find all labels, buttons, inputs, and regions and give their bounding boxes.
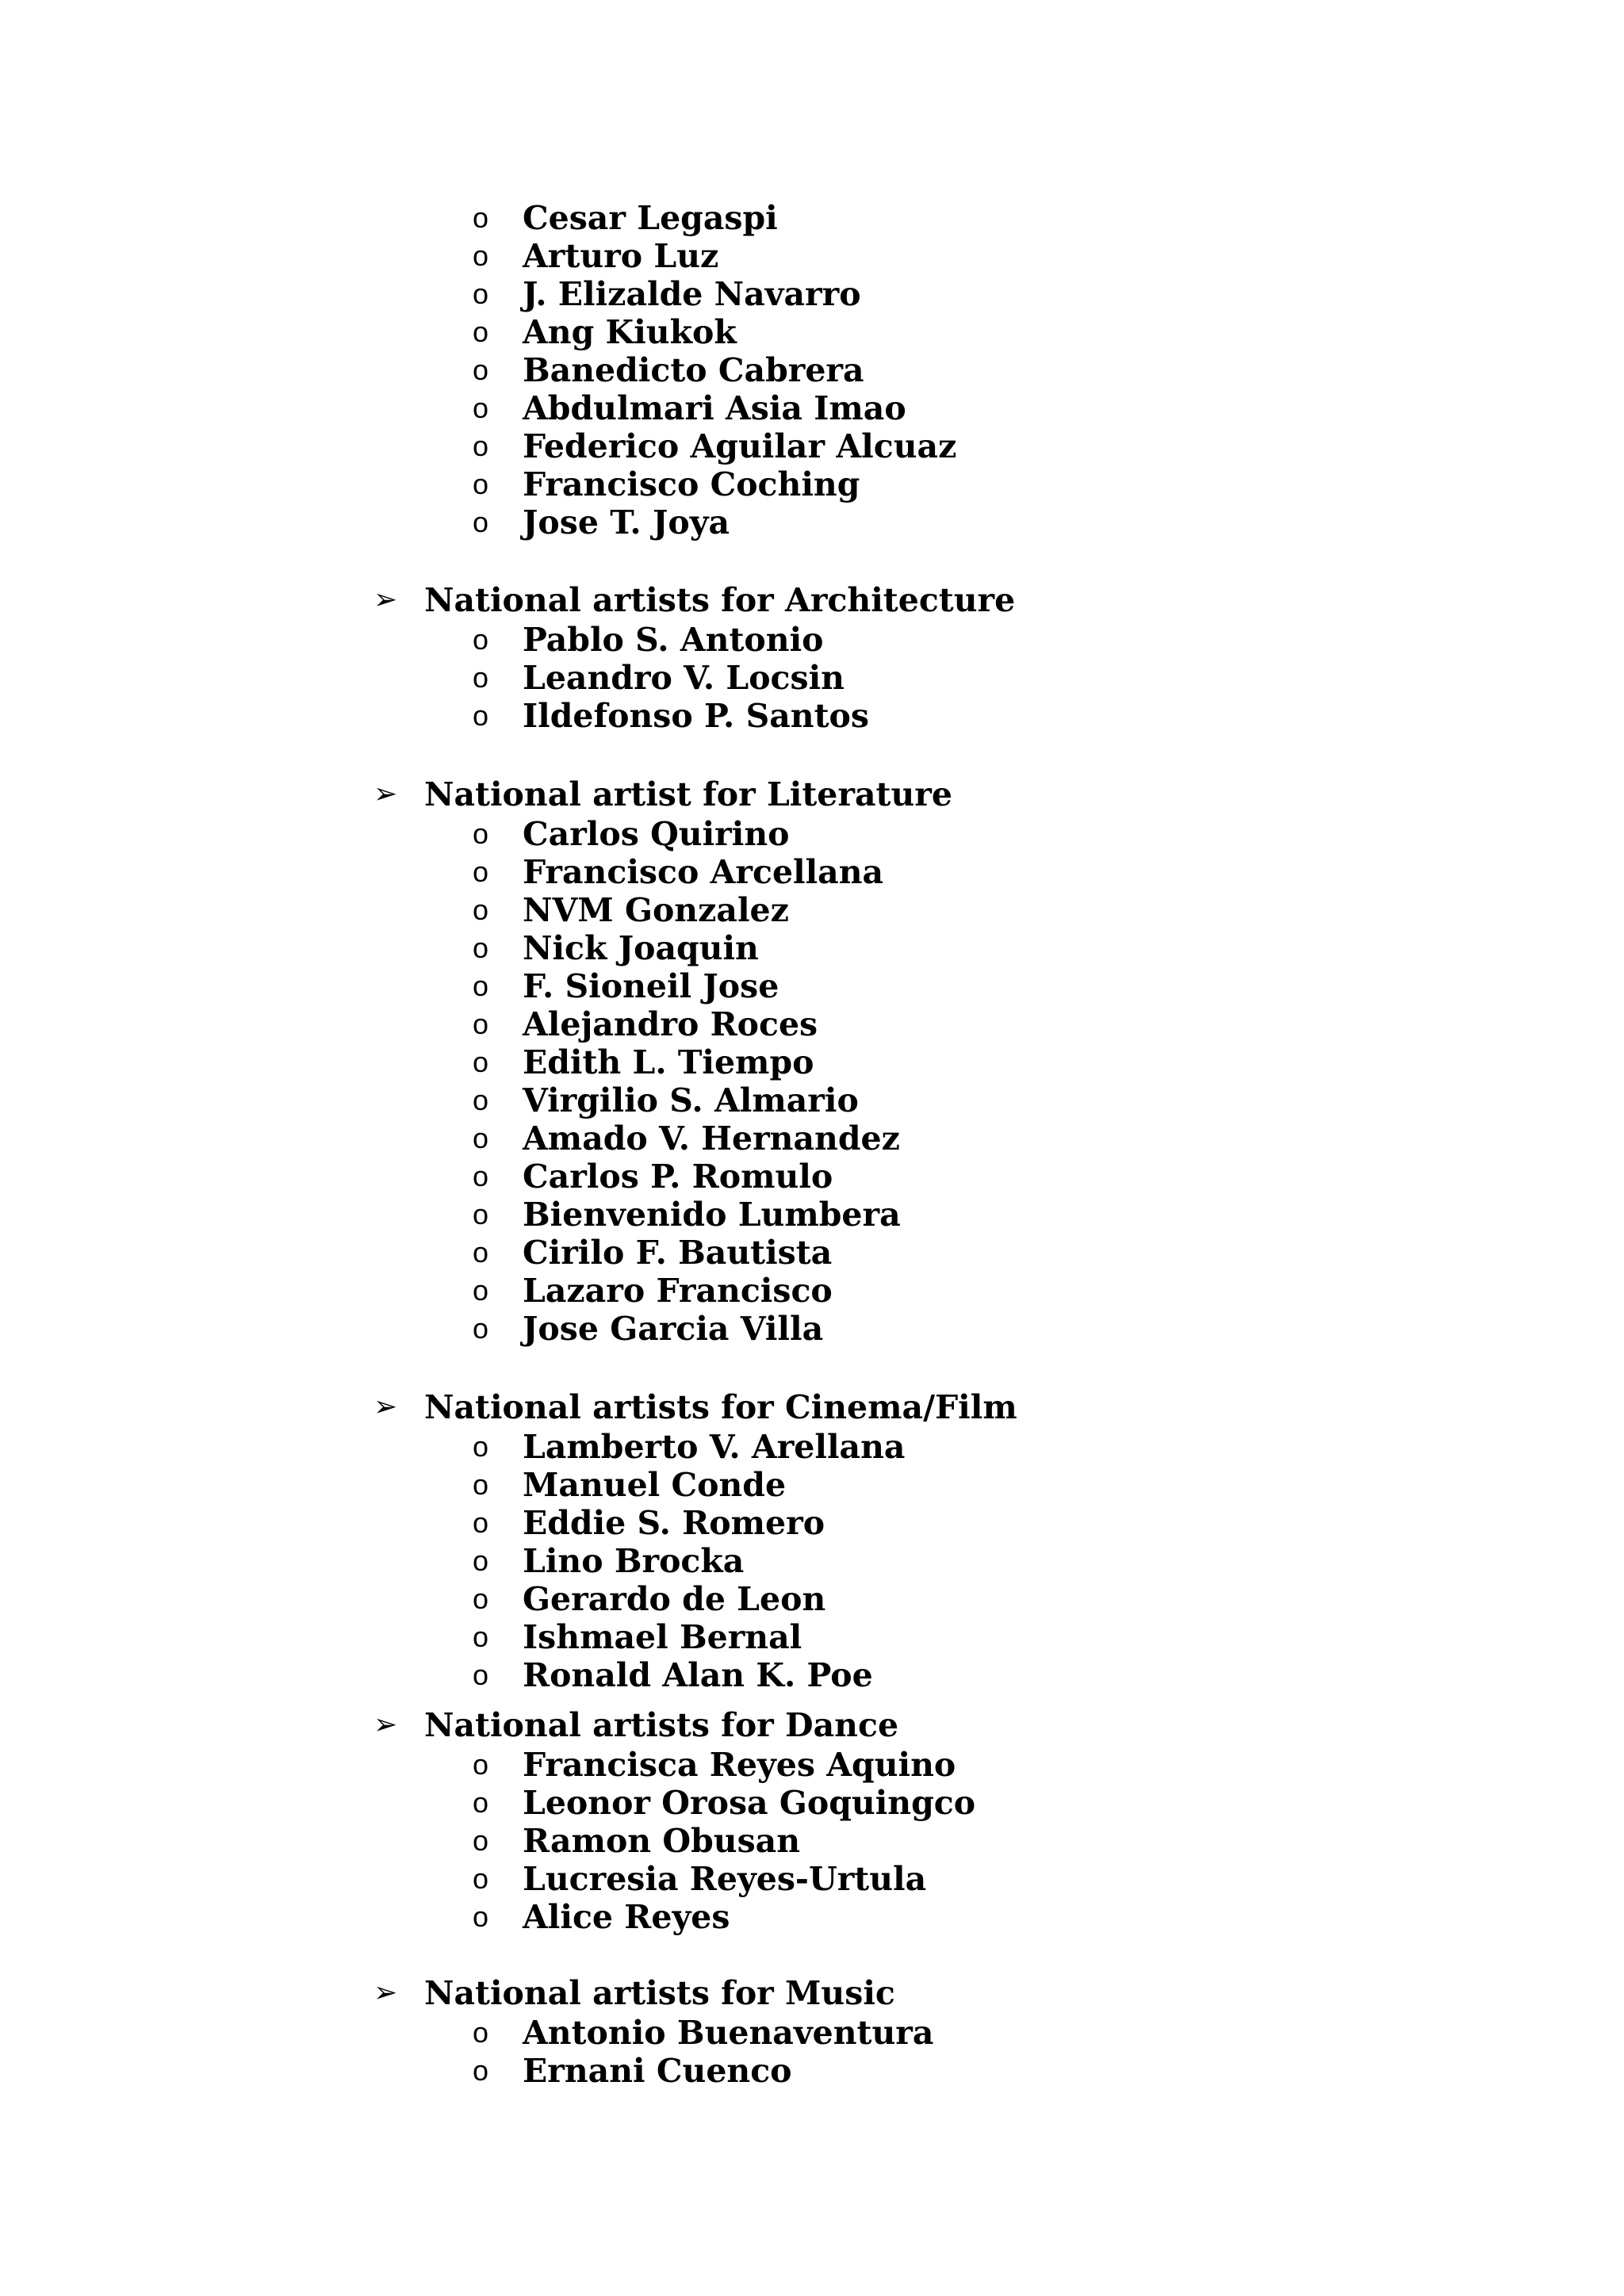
list-item-text: Amado V. Hernandez — [523, 1119, 900, 1158]
list-item — [0, 1580, 1624, 1618]
list-item — [0, 1196, 1624, 1234]
section-heading — [0, 1706, 1624, 1744]
list-item-text: Ishmael Bernal — [523, 1618, 802, 1656]
circle-bullet-icon: o — [473, 354, 489, 386]
circle-bullet-icon: o — [473, 1748, 489, 1781]
circle-bullet-icon: o — [473, 1160, 489, 1192]
list-item — [0, 891, 1624, 929]
section-heading — [0, 1974, 1624, 2012]
arrow-bullet-icon: ➢ — [373, 1391, 398, 1423]
circle-bullet-icon: o — [473, 430, 489, 462]
list-item-text: Lazaro Francisco — [523, 1272, 833, 1310]
section-heading-text: National artists for Cinema/Film — [424, 1388, 1017, 1426]
circle-bullet-icon: o — [473, 932, 489, 964]
list-item-text: Ernani Cuenco — [523, 2052, 792, 2090]
list-item — [0, 275, 1624, 313]
circle-bullet-icon: o — [473, 1274, 489, 1307]
circle-bullet-icon: o — [473, 661, 489, 694]
circle-bullet-icon: o — [473, 1312, 489, 1345]
list-item-text: Virgilio S. Almario — [523, 1081, 859, 1119]
list-item-text: Nick Joaquin — [523, 929, 759, 967]
list-item — [0, 1656, 1624, 1694]
circle-bullet-icon: o — [473, 1506, 489, 1539]
list-item — [0, 1119, 1624, 1158]
circle-bullet-icon: o — [473, 239, 489, 272]
list-item-text: Leonor Orosa Goquingco — [523, 1784, 976, 1822]
list-item-text: Arturo Luz — [523, 237, 719, 275]
circle-bullet-icon: o — [473, 506, 489, 538]
list-item-text: F. Sioneil Jose — [523, 967, 779, 1005]
circle-bullet-icon: o — [473, 817, 489, 850]
list-item — [0, 967, 1624, 1005]
circle-bullet-icon: o — [473, 1122, 489, 1154]
list-item-text: Jose T. Joya — [523, 503, 730, 541]
list-item-text: Alice Reyes — [523, 1898, 730, 1936]
list-item — [0, 1158, 1624, 1196]
list-item — [0, 697, 1624, 735]
list-item-text: Francisco Arcellana — [523, 853, 884, 891]
list-item-text: Cirilo F. Bautista — [523, 1234, 833, 1272]
list-item — [0, 313, 1624, 351]
list-item — [0, 1542, 1624, 1580]
arrow-bullet-icon: ➢ — [373, 584, 398, 616]
list-item — [0, 1310, 1624, 1348]
list-item — [0, 1081, 1624, 1119]
list-item — [0, 659, 1624, 697]
list-item — [0, 1005, 1624, 1043]
list-item — [0, 1746, 1624, 1784]
list-item-text: Banedicto Cabrera — [523, 351, 864, 389]
circle-bullet-icon: o — [473, 2054, 489, 2087]
circle-bullet-icon: o — [473, 1046, 489, 1078]
circle-bullet-icon: o — [473, 1659, 489, 1691]
list-item-text: Ramon Obusan — [523, 1822, 801, 1860]
circle-bullet-icon: o — [473, 894, 489, 926]
list-item — [0, 237, 1624, 275]
list-item-text: NVM Gonzalez — [523, 891, 789, 929]
list-item — [0, 351, 1624, 389]
list-item-text: Eddie S. Romero — [523, 1504, 825, 1542]
circle-bullet-icon: o — [473, 277, 489, 310]
list-item — [0, 1272, 1624, 1310]
arrow-bullet-icon: ➢ — [373, 1976, 398, 2009]
circle-bullet-icon: o — [473, 1198, 489, 1230]
section-heading — [0, 775, 1624, 813]
list-item — [0, 427, 1624, 465]
list-item — [0, 1784, 1624, 1822]
list-item-text: Alejandro Roces — [523, 1005, 818, 1043]
list-item — [0, 1466, 1624, 1504]
circle-bullet-icon: o — [473, 699, 489, 732]
circle-bullet-icon: o — [473, 1824, 489, 1857]
circle-bullet-icon: o — [473, 1468, 489, 1501]
section-heading — [0, 581, 1624, 619]
list-item-text: Ang Kiukok — [523, 313, 737, 351]
list-item — [0, 1822, 1624, 1860]
circle-bullet-icon: o — [473, 1430, 489, 1463]
list-item — [0, 2014, 1624, 2052]
list-item — [0, 1898, 1624, 1936]
list-item — [0, 929, 1624, 967]
list-item-text: Cesar Legaspi — [523, 199, 778, 237]
section-heading-text: National artists for Dance — [424, 1706, 899, 1744]
circle-bullet-icon: o — [473, 1862, 489, 1895]
list-item — [0, 389, 1624, 427]
list-item — [0, 503, 1624, 541]
list-item-text: Francisco Coching — [523, 465, 860, 503]
list-item-text: Edith L. Tiempo — [523, 1043, 814, 1081]
arrow-bullet-icon: ➢ — [373, 1709, 398, 1741]
list-item-text: Lamberto V. Arellana — [523, 1428, 906, 1466]
section-heading — [0, 1388, 1624, 1426]
list-item — [0, 1428, 1624, 1466]
circle-bullet-icon: o — [473, 855, 489, 888]
list-item — [0, 815, 1624, 853]
list-item — [0, 199, 1624, 237]
list-item — [0, 1234, 1624, 1272]
section-heading-text: National artists for Architecture — [424, 581, 1016, 619]
list-item-text: Abdulmari Asia Imao — [523, 389, 906, 427]
list-item-text: Bienvenido Lumbera — [523, 1196, 901, 1234]
list-item-text: Leandro V. Locsin — [523, 659, 845, 697]
list-item-text: Lucresia Reyes-Urtula — [523, 1860, 927, 1898]
circle-bullet-icon: o — [473, 2016, 489, 2049]
list-item — [0, 1043, 1624, 1081]
circle-bullet-icon: o — [473, 316, 489, 348]
section-heading-text: National artist for Literature — [424, 775, 952, 813]
arrow-bullet-icon: ➢ — [373, 778, 398, 810]
list-item — [0, 1618, 1624, 1656]
circle-bullet-icon: o — [473, 392, 489, 424]
list-item — [0, 2052, 1624, 2090]
list-item-text: Lino Brocka — [523, 1542, 745, 1580]
list-item — [0, 1504, 1624, 1542]
circle-bullet-icon: o — [473, 1236, 489, 1269]
circle-bullet-icon: o — [473, 1582, 489, 1615]
circle-bullet-icon: o — [473, 1008, 489, 1040]
circle-bullet-icon: o — [473, 1900, 489, 1933]
circle-bullet-icon: o — [473, 1544, 489, 1577]
list-item-text: Ronald Alan K. Poe — [523, 1656, 873, 1694]
circle-bullet-icon: o — [473, 1786, 489, 1819]
circle-bullet-icon: o — [473, 201, 489, 234]
list-item — [0, 853, 1624, 891]
list-item-text: J. Elizalde Navarro — [523, 275, 861, 313]
list-item-text: Francisca Reyes Aquino — [523, 1746, 956, 1784]
circle-bullet-icon: o — [473, 623, 489, 656]
list-item-text: Jose Garcia Villa — [523, 1310, 824, 1348]
list-item — [0, 1860, 1624, 1898]
list-item-text: Carlos Quirino — [523, 815, 790, 853]
list-item — [0, 465, 1624, 503]
list-item-text: Federico Aguilar Alcuaz — [523, 427, 957, 465]
list-item-text: Gerardo de Leon — [523, 1580, 826, 1618]
list-item — [0, 621, 1624, 659]
list-item-text: Carlos P. Romulo — [523, 1158, 833, 1196]
list-item-text: Manuel Conde — [523, 1466, 787, 1504]
list-item-text: Antonio Buenaventura — [523, 2014, 934, 2052]
circle-bullet-icon: o — [473, 1621, 489, 1653]
section-heading-text: National artists for Music — [424, 1974, 895, 2012]
list-item-text: Ildefonso P. Santos — [523, 697, 869, 735]
circle-bullet-icon: o — [473, 970, 489, 1002]
circle-bullet-icon: o — [473, 1084, 489, 1116]
circle-bullet-icon: o — [473, 468, 489, 500]
list-item-text: Pablo S. Antonio — [523, 621, 824, 659]
